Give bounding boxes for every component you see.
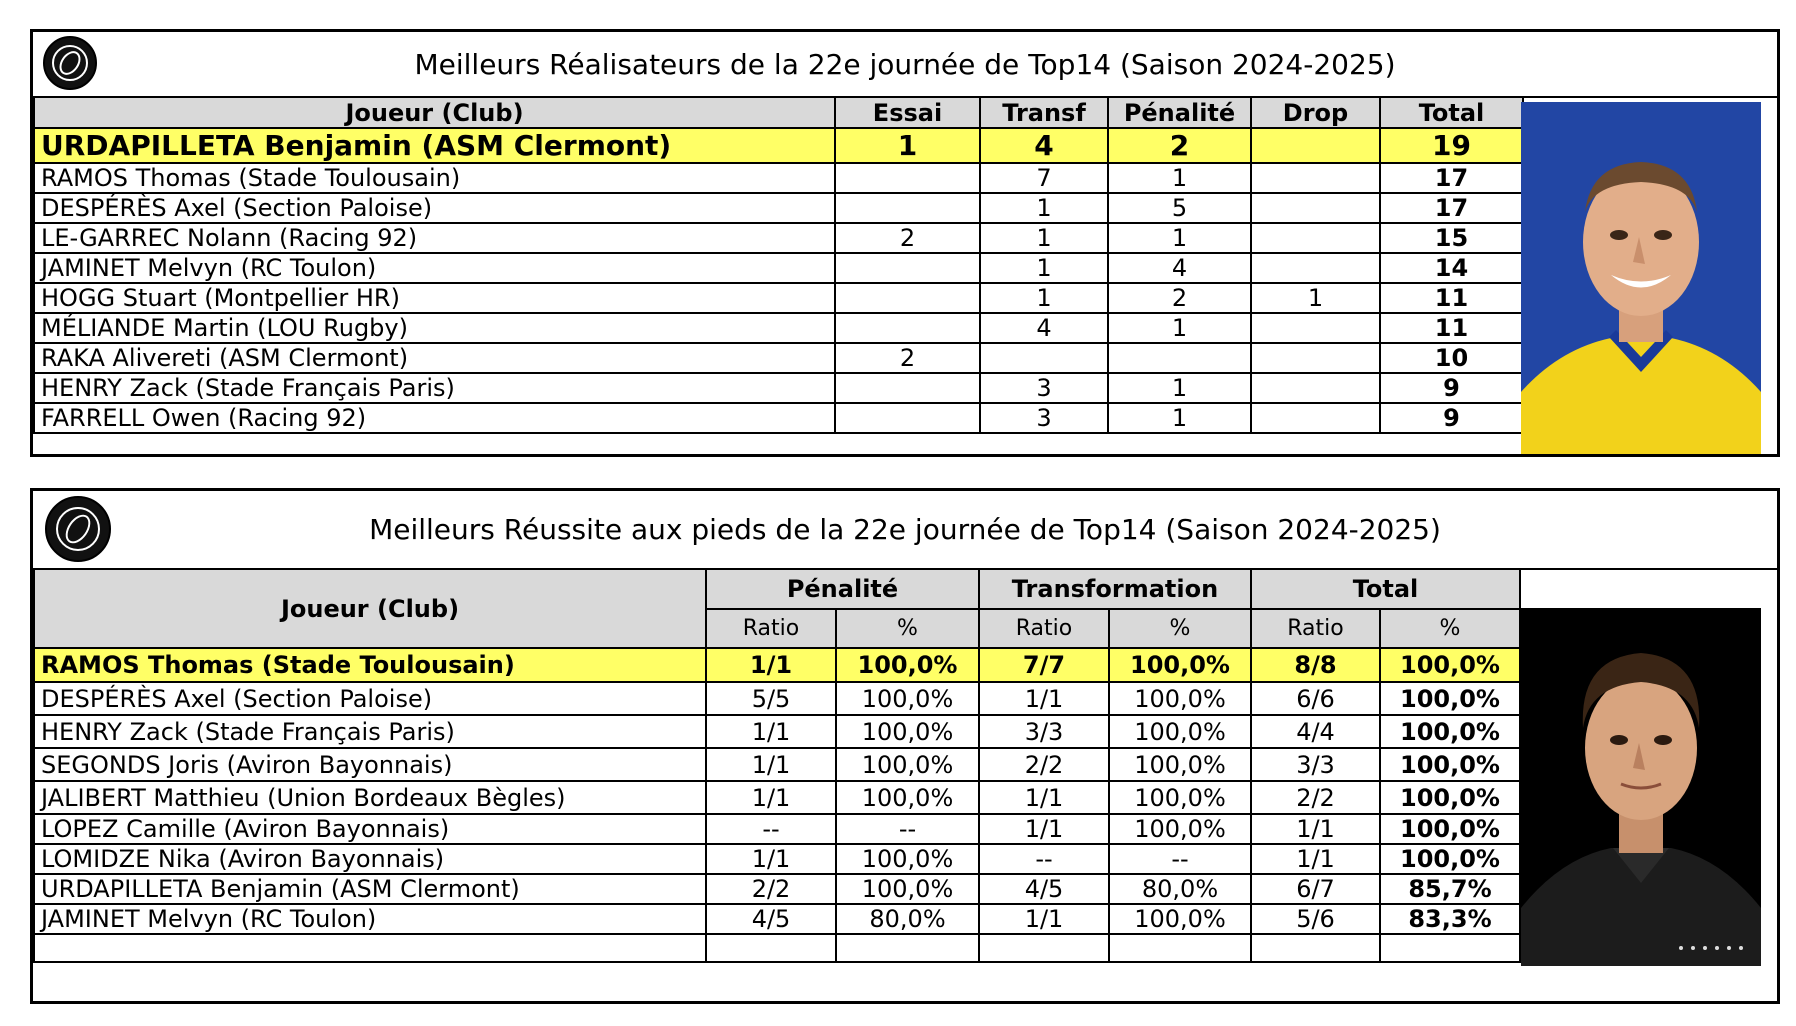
kicking-success-panel bbox=[30, 488, 1780, 1004]
cell-penalite: 4 bbox=[1108, 253, 1251, 283]
group-header-transformation: Transformation bbox=[979, 569, 1251, 609]
cell-pen-ratio: 2/2 bbox=[706, 874, 836, 904]
cell-drop bbox=[1251, 373, 1380, 403]
cell-player-name bbox=[34, 934, 706, 962]
player-portrait-image bbox=[1521, 608, 1761, 966]
cell-transf-percent: 80,0% bbox=[1109, 874, 1251, 904]
cell-total: 17 bbox=[1380, 193, 1523, 223]
cell-total-ratio: 1/1 bbox=[1251, 844, 1380, 874]
subheader-ratio: Ratio bbox=[979, 609, 1109, 648]
cell-total-percent: 100,0% bbox=[1380, 715, 1520, 748]
cell-transf: 1 bbox=[980, 283, 1108, 313]
cell-transf-ratio bbox=[979, 934, 1109, 962]
cell-penalite: 5 bbox=[1108, 193, 1251, 223]
cell-player-name: URDAPILLETA Benjamin (ASM Clermont) bbox=[34, 874, 706, 904]
kicking-row bbox=[34, 715, 1520, 748]
cell-total-percent: 100,0% bbox=[1380, 814, 1520, 844]
cell-pen-ratio: 1/1 bbox=[706, 648, 836, 682]
subheader-percent: % bbox=[1109, 609, 1251, 648]
cell-player-name: MÉLIANDE Martin (LOU Rugby) bbox=[34, 313, 835, 343]
scorers-row bbox=[34, 313, 1523, 343]
cell-drop bbox=[1251, 253, 1380, 283]
player-portrait-image bbox=[1521, 102, 1761, 454]
kicking-row bbox=[34, 874, 1520, 904]
cell-total: 14 bbox=[1380, 253, 1523, 283]
cell-essai bbox=[835, 193, 980, 223]
col-header-player: Joueur (Club) bbox=[34, 97, 835, 128]
cell-transf: 3 bbox=[980, 373, 1108, 403]
cell-essai bbox=[835, 283, 980, 313]
cell-pen-percent: 80,0% bbox=[836, 904, 979, 934]
cell-penalite: 1 bbox=[1108, 223, 1251, 253]
cell-pen-percent: 100,0% bbox=[836, 748, 979, 781]
cell-pen-ratio: 4/5 bbox=[706, 904, 836, 934]
cell-total: 17 bbox=[1380, 163, 1523, 193]
cell-total-ratio: 6/7 bbox=[1251, 874, 1380, 904]
kicking-title-bar bbox=[33, 491, 1777, 570]
cell-transf-percent: 100,0% bbox=[1109, 748, 1251, 781]
kicking-row bbox=[34, 934, 1520, 962]
cell-transf: 1 bbox=[980, 193, 1108, 223]
cell-player-name: SEGONDS Joris (Aviron Bayonnais) bbox=[34, 748, 706, 781]
cell-total-percent: 100,0% bbox=[1380, 682, 1520, 715]
cell-pen-percent: 100,0% bbox=[836, 682, 979, 715]
cell-drop bbox=[1251, 313, 1380, 343]
player-photo-ramos bbox=[1521, 608, 1761, 966]
cell-drop bbox=[1251, 403, 1380, 433]
kicking-row bbox=[34, 904, 1520, 934]
cell-transf-percent: 100,0% bbox=[1109, 904, 1251, 934]
cell-player-name: JALIBERT Matthieu (Union Bordeaux Bègles) bbox=[34, 781, 706, 814]
cell-pen-percent: 100,0% bbox=[836, 874, 979, 904]
cell-transf-ratio: 1/1 bbox=[979, 814, 1109, 844]
cell-player-name: DESPÉRÈS Axel (Section Paloise) bbox=[34, 682, 706, 715]
cell-pen-ratio: 1/1 bbox=[706, 748, 836, 781]
cell-drop: 1 bbox=[1251, 283, 1380, 313]
scorers-row bbox=[34, 193, 1523, 223]
cell-transf: 7 bbox=[980, 163, 1108, 193]
cell-transf-percent: 100,0% bbox=[1109, 715, 1251, 748]
scorers-row bbox=[34, 283, 1523, 313]
cell-transf-ratio: 4/5 bbox=[979, 874, 1109, 904]
kicking-row bbox=[34, 814, 1520, 844]
col-header-drop: Drop bbox=[1251, 97, 1380, 128]
cell-essai bbox=[835, 313, 980, 343]
cell-pen-ratio: 1/1 bbox=[706, 781, 836, 814]
cell-total: 19 bbox=[1380, 128, 1523, 163]
cell-transf-percent: 100,0% bbox=[1109, 648, 1251, 682]
scorers-title: Meilleurs Réalisateurs de la 22e journée de Top14 (Saison 2024-2025) bbox=[414, 47, 1396, 81]
cell-transf: 1 bbox=[980, 223, 1108, 253]
cell-total-percent: 100,0% bbox=[1380, 648, 1520, 682]
group-header-total: Total bbox=[1251, 569, 1520, 609]
scorers-title-bar bbox=[33, 32, 1777, 98]
cell-pen-ratio: 1/1 bbox=[706, 715, 836, 748]
cell-transf-ratio: -- bbox=[979, 844, 1109, 874]
cell-total-ratio: 3/3 bbox=[1251, 748, 1380, 781]
scorers-header-row bbox=[34, 97, 1523, 128]
scorers-row bbox=[34, 403, 1523, 433]
cell-penalite: 1 bbox=[1108, 403, 1251, 433]
cell-player-name: URDAPILLETA Benjamin (ASM Clermont) bbox=[34, 128, 835, 163]
kicking-row-highlight bbox=[34, 648, 1520, 682]
cell-total-ratio bbox=[1251, 934, 1380, 962]
cell-transf-ratio: 7/7 bbox=[979, 648, 1109, 682]
cell-pen-percent: -- bbox=[836, 814, 979, 844]
cell-transf-ratio: 2/2 bbox=[979, 748, 1109, 781]
cell-player-name: RAMOS Thomas (Stade Toulousain) bbox=[34, 163, 835, 193]
cell-penalite: 1 bbox=[1108, 373, 1251, 403]
cell-transf-percent: 100,0% bbox=[1109, 814, 1251, 844]
cell-essai bbox=[835, 373, 980, 403]
player-photo-urdapilleta bbox=[1521, 102, 1761, 454]
cell-pen-ratio bbox=[706, 934, 836, 962]
cell-pen-percent bbox=[836, 934, 979, 962]
cell-player-name: JAMINET Melvyn (RC Toulon) bbox=[34, 253, 835, 283]
subheader-ratio: Ratio bbox=[1251, 609, 1380, 648]
cell-drop bbox=[1251, 128, 1380, 163]
scorers-row bbox=[34, 163, 1523, 193]
kicking-group-header-row bbox=[34, 569, 1520, 609]
cell-total: 11 bbox=[1380, 313, 1523, 343]
cell-pen-ratio: -- bbox=[706, 814, 836, 844]
cell-transf-percent: -- bbox=[1109, 844, 1251, 874]
cell-transf: 1 bbox=[980, 253, 1108, 283]
cell-total: 15 bbox=[1380, 223, 1523, 253]
cell-penalite: 2 bbox=[1108, 128, 1251, 163]
cell-total-ratio: 2/2 bbox=[1251, 781, 1380, 814]
cell-pen-ratio: 1/1 bbox=[706, 844, 836, 874]
cell-total-percent: 83,3% bbox=[1380, 904, 1520, 934]
cell-essai bbox=[835, 403, 980, 433]
cell-pen-ratio: 5/5 bbox=[706, 682, 836, 715]
cell-player-name: LOMIDZE Nika (Aviron Bayonnais) bbox=[34, 844, 706, 874]
cell-player-name: RAMOS Thomas (Stade Toulousain) bbox=[34, 648, 706, 682]
scorers-row bbox=[34, 253, 1523, 283]
cell-essai: 2 bbox=[835, 343, 980, 373]
cell-transf-percent: 100,0% bbox=[1109, 682, 1251, 715]
col-header-total: Total bbox=[1380, 97, 1523, 128]
cell-total-percent: 100,0% bbox=[1380, 748, 1520, 781]
cell-penalite: 2 bbox=[1108, 283, 1251, 313]
cell-transf bbox=[980, 343, 1108, 373]
cell-player-name: FARRELL Owen (Racing 92) bbox=[34, 403, 835, 433]
cell-player-name: HENRY Zack (Stade Français Paris) bbox=[34, 715, 706, 748]
cell-essai: 2 bbox=[835, 223, 980, 253]
cell-player-name: LOPEZ Camille (Aviron Bayonnais) bbox=[34, 814, 706, 844]
cell-drop bbox=[1251, 193, 1380, 223]
stats-de-phil-logo bbox=[43, 36, 97, 90]
scorers-row bbox=[34, 343, 1523, 373]
group-header-penalite: Pénalité bbox=[706, 569, 979, 609]
cell-total-ratio: 8/8 bbox=[1251, 648, 1380, 682]
cell-total-ratio: 5/6 bbox=[1251, 904, 1380, 934]
cell-total-ratio: 1/1 bbox=[1251, 814, 1380, 844]
stats-de-phil-logo bbox=[45, 496, 111, 562]
cell-essai: 1 bbox=[835, 128, 980, 163]
col-header-transf: Transf bbox=[980, 97, 1108, 128]
cell-player-name: HENRY Zack (Stade Français Paris) bbox=[34, 373, 835, 403]
cell-essai bbox=[835, 253, 980, 283]
cell-transf-ratio: 1/1 bbox=[979, 682, 1109, 715]
cell-pen-percent: 100,0% bbox=[836, 781, 979, 814]
cell-total: 11 bbox=[1380, 283, 1523, 313]
cell-essai bbox=[835, 163, 980, 193]
cell-transf-percent: 100,0% bbox=[1109, 781, 1251, 814]
cell-total-percent: 100,0% bbox=[1380, 781, 1520, 814]
cell-total-percent bbox=[1380, 934, 1520, 962]
scorers-row bbox=[34, 373, 1523, 403]
col-header-essai: Essai bbox=[835, 97, 980, 128]
cell-player-name: LE-GARREC Nolann (Racing 92) bbox=[34, 223, 835, 253]
cell-total-ratio: 4/4 bbox=[1251, 715, 1380, 748]
col-header-player: Joueur (Club) bbox=[34, 569, 706, 648]
cell-transf-ratio: 1/1 bbox=[979, 904, 1109, 934]
cell-transf-ratio: 1/1 bbox=[979, 781, 1109, 814]
cell-total: 9 bbox=[1380, 373, 1523, 403]
cell-total: 10 bbox=[1380, 343, 1523, 373]
kicking-row bbox=[34, 748, 1520, 781]
subheader-ratio: Ratio bbox=[706, 609, 836, 648]
kicking-row bbox=[34, 781, 1520, 814]
cell-pen-percent: 100,0% bbox=[836, 648, 979, 682]
cell-drop bbox=[1251, 163, 1380, 193]
cell-transf-percent bbox=[1109, 934, 1251, 962]
cell-pen-percent: 100,0% bbox=[836, 715, 979, 748]
cell-player-name: DESPÉRÈS Axel (Section Paloise) bbox=[34, 193, 835, 223]
scorers-row bbox=[34, 223, 1523, 253]
scorers-table bbox=[33, 96, 1524, 434]
subheader-percent: % bbox=[836, 609, 979, 648]
kicking-table bbox=[33, 568, 1521, 963]
cell-drop bbox=[1251, 343, 1380, 373]
cell-transf: 4 bbox=[980, 313, 1108, 343]
scorers-row-highlight bbox=[34, 128, 1523, 163]
cell-transf: 3 bbox=[980, 403, 1108, 433]
cell-total-ratio: 6/6 bbox=[1251, 682, 1380, 715]
cell-total: 9 bbox=[1380, 403, 1523, 433]
top-scorers-panel bbox=[30, 29, 1780, 457]
kicking-row bbox=[34, 844, 1520, 874]
kicking-row bbox=[34, 682, 1520, 715]
cell-player-name: HOGG Stuart (Montpellier HR) bbox=[34, 283, 835, 313]
cell-penalite: 1 bbox=[1108, 313, 1251, 343]
cell-penalite: 1 bbox=[1108, 163, 1251, 193]
cell-total-percent: 85,7% bbox=[1380, 874, 1520, 904]
cell-transf: 4 bbox=[980, 128, 1108, 163]
cell-pen-percent: 100,0% bbox=[836, 844, 979, 874]
cell-player-name: RAKA Alivereti (ASM Clermont) bbox=[34, 343, 835, 373]
cell-player-name: JAMINET Melvyn (RC Toulon) bbox=[34, 904, 706, 934]
cell-transf-ratio: 3/3 bbox=[979, 715, 1109, 748]
cell-drop bbox=[1251, 223, 1380, 253]
cell-penalite bbox=[1108, 343, 1251, 373]
kicking-title: Meilleurs Réussite aux pieds de la 22e journée de Top14 (Saison 2024-2025) bbox=[369, 513, 1441, 546]
col-header-penalite: Pénalité bbox=[1108, 97, 1251, 128]
subheader-percent: % bbox=[1380, 609, 1520, 648]
cell-total-percent: 100,0% bbox=[1380, 844, 1520, 874]
